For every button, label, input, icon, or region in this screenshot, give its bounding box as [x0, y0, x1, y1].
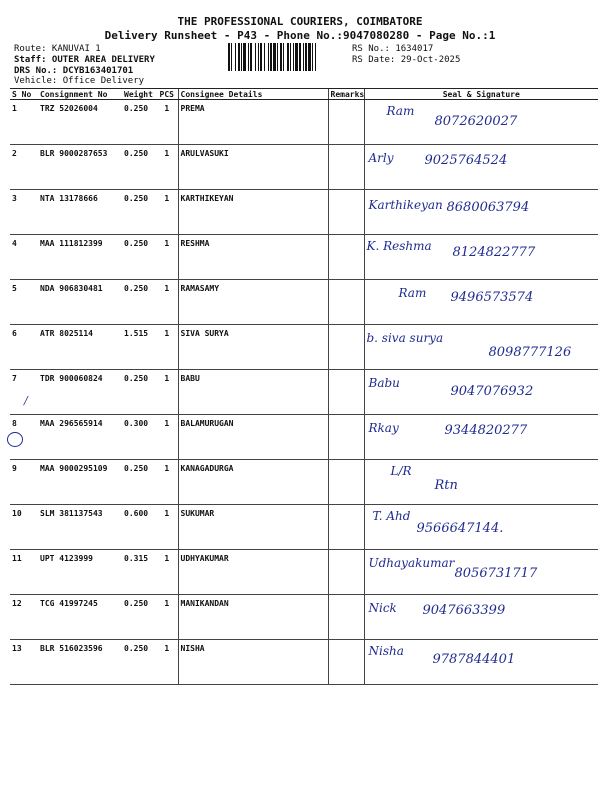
signature-phone: 9344820277	[444, 423, 528, 438]
cell-weight: 0.250	[122, 145, 156, 190]
cell-weight: 0.300	[122, 415, 156, 460]
col-remarks: Remarks	[328, 89, 364, 100]
company-title: THE PROFESSIONAL COURIERS, COIMBATORE	[177, 15, 423, 28]
cell-weight: 1.515	[122, 325, 156, 370]
barcode-icon	[228, 43, 346, 71]
cell-sno: 12	[10, 595, 38, 640]
tick-mark-icon: /	[24, 394, 28, 407]
cell-pcs: 1	[156, 370, 178, 415]
cell-consignment: TDR 900060824	[38, 370, 122, 415]
cell-remarks	[328, 325, 364, 370]
signature-phone: 8098777126	[488, 345, 572, 360]
cell-remarks	[328, 415, 364, 460]
cell-remarks	[328, 190, 364, 235]
cell-consignment: TRZ 52026004	[38, 100, 122, 145]
table-row	[10, 595, 598, 640]
signature-phone: 8072620027	[434, 114, 518, 129]
col-weight: Weight	[122, 89, 156, 100]
cell-signature	[364, 505, 598, 550]
cell-weight: 0.250	[122, 280, 156, 325]
cell-pcs: 1	[156, 235, 178, 280]
cell-signature	[364, 640, 598, 685]
cell-consignee: NISHA	[178, 640, 328, 685]
cell-consignee: RESHMA	[178, 235, 328, 280]
col-consignment: Consignment No	[38, 89, 122, 100]
table-header-row	[10, 89, 598, 100]
cell-consignee: SUKUMAR	[178, 505, 328, 550]
cell-consignee: KANAGADURGA	[178, 460, 328, 505]
cell-pcs: 1	[156, 505, 178, 550]
signature-name: Rkay	[368, 421, 399, 435]
table-row	[10, 190, 598, 235]
runsheet-table	[10, 88, 598, 685]
signature-phone: 9787844401	[432, 652, 516, 667]
signature-phone: 8680063794	[446, 200, 530, 215]
cell-sno: 11	[10, 550, 38, 595]
signature-name: K. Reshma	[366, 239, 432, 253]
cell-pcs: 1	[156, 415, 178, 460]
cell-consignment: SLM 381137543	[38, 505, 122, 550]
cell-weight: 0.250	[122, 370, 156, 415]
cell-consignee: RAMASAMY	[178, 280, 328, 325]
signature-name: Babu	[368, 376, 400, 390]
cell-weight: 0.600	[122, 505, 156, 550]
cell-signature	[364, 100, 598, 145]
cell-consignment: NDA 906830481	[38, 280, 122, 325]
cell-signature	[364, 280, 598, 325]
cell-pcs: 1	[156, 190, 178, 235]
col-consignee: Consignee Details	[178, 89, 328, 100]
cell-sno: 3	[10, 190, 38, 235]
table-row	[10, 460, 598, 505]
cell-signature	[364, 235, 598, 280]
cell-remarks	[328, 280, 364, 325]
cell-weight: 0.250	[122, 460, 156, 505]
signature-phone: 9047663399	[422, 603, 506, 618]
table-row	[10, 325, 598, 370]
col-signature: Seal & Signature	[364, 89, 598, 100]
cell-pcs: 1	[156, 550, 178, 595]
cell-remarks	[328, 460, 364, 505]
table-row	[10, 550, 598, 595]
vehicle-label: Vehicle: Office Delivery	[14, 76, 145, 86]
cell-consignment: NTA 13178666	[38, 190, 122, 235]
cell-weight: 0.250	[122, 100, 156, 145]
signature-name: Nick	[368, 601, 397, 615]
signature-name: Arly	[368, 151, 394, 165]
cell-pcs: 1	[156, 280, 178, 325]
cell-consignment: MAA 111812399	[38, 235, 122, 280]
rs-no-label: RS No.: 1634017	[352, 44, 434, 54]
staff-label: Staff: OUTER AREA DELIVERY	[14, 55, 155, 65]
cell-pcs: 1	[156, 100, 178, 145]
cell-sno: 7	[10, 370, 38, 415]
col-sno: S No	[10, 89, 38, 100]
table-row	[10, 370, 598, 415]
cell-sno: 1	[10, 100, 38, 145]
signature-phone: Rtn	[434, 478, 458, 493]
cell-consignment: BLR 9000287653	[38, 145, 122, 190]
cell-signature	[364, 145, 598, 190]
cell-pcs: 1	[156, 595, 178, 640]
cell-consignment: UPT 4123999	[38, 550, 122, 595]
cell-weight: 0.250	[122, 595, 156, 640]
cell-signature	[364, 370, 598, 415]
table-row	[10, 505, 598, 550]
signature-name: b. siva surya	[366, 331, 444, 345]
cell-sno: 4	[10, 235, 38, 280]
signature-phone: 9496573574	[450, 290, 534, 305]
cell-consignee: BABU	[178, 370, 328, 415]
signature-phone: 8056731717	[454, 566, 538, 581]
cell-pcs: 1	[156, 145, 178, 190]
cell-signature	[364, 415, 598, 460]
col-pcs: PCS	[156, 89, 178, 100]
runsheet-subtitle: Delivery Runsheet - P43 - Phone No.:9047080280 - Page No.:1	[104, 29, 496, 42]
cell-consignment: MAA 296565914	[38, 415, 122, 460]
cell-consignee: SIVA SURYA	[178, 325, 328, 370]
cell-weight: 0.250	[122, 235, 156, 280]
table-row	[10, 640, 598, 685]
cell-remarks	[328, 235, 364, 280]
cell-remarks	[328, 505, 364, 550]
drs-label: DRS No.: DCYB163401701	[14, 66, 134, 76]
cell-signature	[364, 325, 598, 370]
signature-phone: 9047076932	[450, 384, 534, 399]
signature-name: Ram	[386, 104, 415, 118]
cell-signature	[364, 460, 598, 505]
signature-name: Nisha	[368, 644, 404, 658]
signature-phone: 9025764524	[424, 153, 508, 168]
signature-name: L/R	[390, 464, 412, 478]
cell-consignee: BALAMURUGAN	[178, 415, 328, 460]
table-row	[10, 145, 598, 190]
cell-signature	[364, 190, 598, 235]
cell-remarks	[328, 595, 364, 640]
cell-weight: 0.315	[122, 550, 156, 595]
cell-sno: 10	[10, 505, 38, 550]
cell-pcs: 1	[156, 325, 178, 370]
cell-remarks	[328, 640, 364, 685]
cell-consignment: MAA 9000295109	[38, 460, 122, 505]
cell-consignment: ATR 8025114	[38, 325, 122, 370]
cell-remarks	[328, 100, 364, 145]
cell-remarks	[328, 145, 364, 190]
cell-sno: 5	[10, 280, 38, 325]
cell-consignment: BLR 516023596	[38, 640, 122, 685]
signature-name: Udhayakumar	[368, 556, 455, 570]
signature-name: Karthikeyan	[368, 198, 443, 212]
cell-consignee: UDHYAKUMAR	[178, 550, 328, 595]
cell-sno: 6	[10, 325, 38, 370]
signature-name: T. Ahd	[372, 509, 411, 523]
cell-consignee: KARTHIKEYAN	[178, 190, 328, 235]
table-row	[10, 235, 598, 280]
signature-phone: 9566647144.	[416, 521, 504, 536]
rs-date-label: RS Date: 29-Oct-2025	[352, 55, 461, 65]
cell-pcs: 1	[156, 640, 178, 685]
table-row	[10, 100, 598, 145]
cell-sno: 13	[10, 640, 38, 685]
cell-remarks	[328, 370, 364, 415]
cell-sno: 2	[10, 145, 38, 190]
signature-name: Ram	[398, 286, 427, 300]
table-row	[10, 280, 598, 325]
table-row	[10, 415, 598, 460]
cell-weight: 0.250	[122, 640, 156, 685]
cell-pcs: 1	[156, 460, 178, 505]
cell-consignee: ARULVASUKI	[178, 145, 328, 190]
signature-phone: 8124822777	[452, 245, 536, 260]
cell-sno: 9	[10, 460, 38, 505]
cell-remarks	[328, 550, 364, 595]
cell-consignment: TCG 41997245	[38, 595, 122, 640]
cell-consignee: PREMA	[178, 100, 328, 145]
cell-sno: 8	[10, 415, 38, 460]
cell-signature	[364, 550, 598, 595]
cell-weight: 0.250	[122, 190, 156, 235]
cell-signature	[364, 595, 598, 640]
circle-mark-icon	[7, 432, 23, 447]
cell-consignee: MANIKANDAN	[178, 595, 328, 640]
route-label: Route: KANUVAI 1	[14, 44, 101, 54]
